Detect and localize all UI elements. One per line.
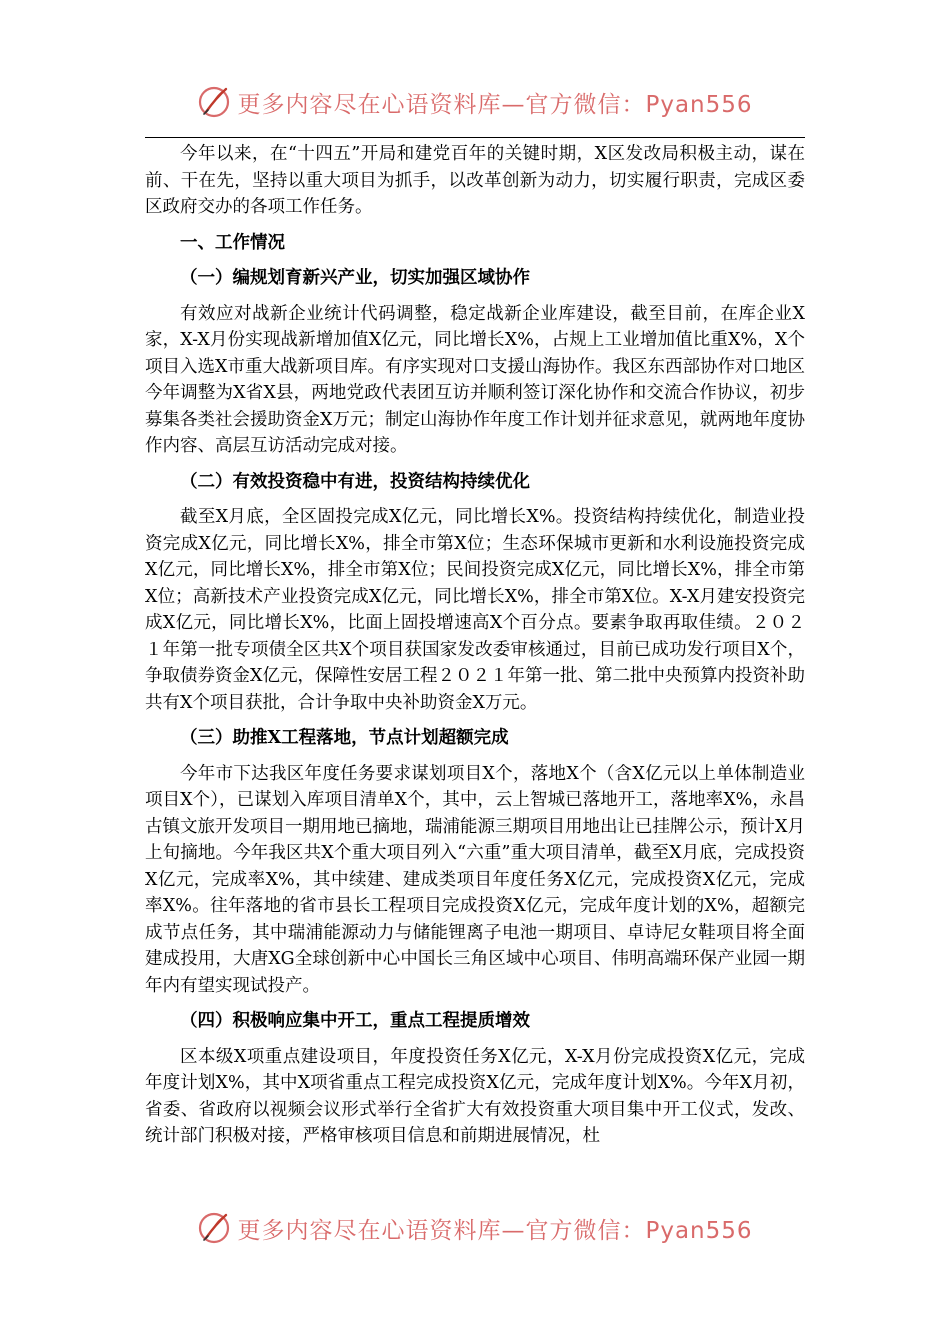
subsection-body-1: 有效应对战新企业统计代码调整，稳定战新企业库建设，截至目前，在库企业X家，X-X月份实现战新增加值X亿元，同比增长X%，占规上工业增加值比重X%，X个项目入选X市重大战新项目库。有序实现对口支援山海协作。我区东西部协作对口地区今年调整为X省X县，两地党政代表团互访并顺利签订深化协作和交流合作协议，初步募集各类社会援助资金X万元；制定山海协作年度工作计划并征求意见，就两地年度协作内容、高层互访活动完成对接。 xyxy=(145,303,805,456)
watermark-text: 更多内容尽在心语资料库—官方微信：Pyan556 xyxy=(237,1217,753,1244)
header-watermark-banner xyxy=(0,82,950,122)
quill-pen-logo-icon xyxy=(197,85,231,119)
footer-watermark-banner xyxy=(0,1208,950,1248)
subsection-heading-2: （二）有效投资稳中有进，投资结构持续优化 xyxy=(180,471,530,492)
section-heading: 一、工作情况 xyxy=(180,232,285,253)
quill-pen-logo-icon xyxy=(197,1211,231,1245)
subsection-body-2: 截至X月底，全区固投完成X亿元，同比增长X%。投资结构持续优化，制造业投资完成X亿元，同比增长X%，排全市第X位；生态环保城市更新和水利设施投资完成X亿元，同比增长X%，排全市第X位；民间投资完成X亿元，同比增长X%，排全市第X位；高新技术产业投资完成X亿元，同比增长X%，排全市第X位。X-X月建安投资完成X亿元，同比增长X%，比面上固投增速高X个百分点。要素争取再取佳绩。２０２１年第一批专项债全区共X个项目获国家发改委审核通过，目前已成功发行项目X个，争取债券资金X亿元，保障性安居工程２０２１年第一批、第二批中央预算内投资补助共有X个项目获批，合计争取中央补助资金X万元。 xyxy=(145,507,805,713)
watermark-text: 更多内容尽在心语资料库—官方微信：Pyan556 xyxy=(237,91,753,118)
subsection-body-3: 今年市下达我区年度任务要求谋划项目X个，落地X个（含X亿元以上单体制造业项目X个），已谋划入库项目清单X个，其中，云上智城已落地开工，落地率X%，永昌古镇文旅开发项目一期用地已摘地，瑞浦能源三期项目用地出让已挂牌公示，预计X月上旬摘地。今年我区共X个重大项目列入“六重”重大项目清单，截至X月底，完成投资X亿元，完成率X%，其中续建、建成类项目年度任务X亿元，完成投资X亿元，完成率X%。往年落地的省市县长工程项目完成投资X亿元，完成年度计划的X%，超额完成节点任务，其中瑞浦能源动力与储能锂离子电池一期项目、卓诗尼女鞋项目将全面建成投用，大唐XG全球创新中心中国长三角区域中心项目、伟明高端环保产业园一期年内有望实现试投产。 xyxy=(145,763,805,996)
header-divider xyxy=(145,137,805,138)
subsection-heading-3: （三）助推X工程落地，节点计划超额完成 xyxy=(180,728,509,748)
intro-paragraph: 今年以来，在“十四五”开局和建党百年的关键时期，X区发改局积极主动，谋在前、干在先，坚持以重大项目为抓手，以改革创新为动力，切实履行职责，完成区委区政府交办的各项工作任务。 xyxy=(145,144,805,217)
document-body xyxy=(145,141,805,1150)
subsection-heading-1: （一）编规划育新兴产业，切实加强区域协作 xyxy=(180,268,530,288)
subsection-body-4: 区本级X项重点建设项目，年度投资任务X亿元，X-X月份完成投资X亿元，完成年度计划X%，其中X项省重点工程完成投资X亿元，完成年度计划X%。今年X月初，省委、省政府以视频会议形式举行全省扩大有效投资重大项目集中开工仪式，发改、统计部门积极对接，严格审核项目信息和前期进展情况，杜 xyxy=(145,1046,805,1146)
subsection-heading-4: （四）积极响应集中开工，重点工程提质增效 xyxy=(180,1011,530,1031)
